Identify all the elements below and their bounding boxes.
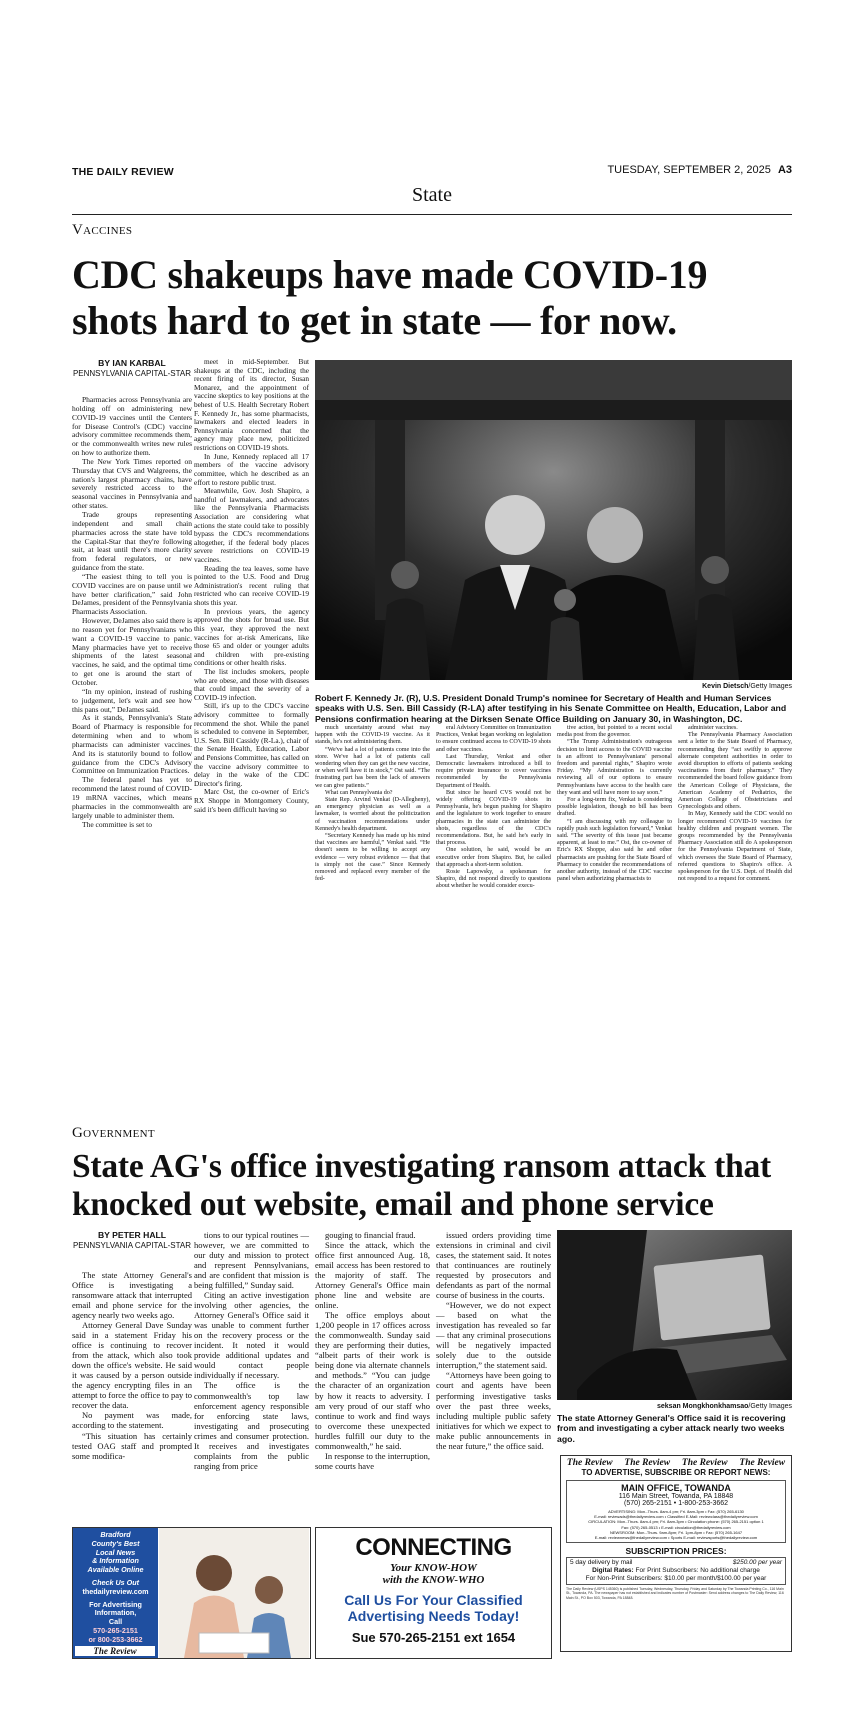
digital-rate-print: For Print Subscribers: No additional charge <box>635 1567 760 1575</box>
office-name: MAIN OFFICE, TOWANDA <box>621 1483 731 1493</box>
paragraph: tions to our typical routines — however, we are committed to our duty and mission to protect and represent Pennsylvanians, and are confident that mission is being fulfilled,” Sunday said. <box>194 1230 309 1291</box>
online-ad-line-2: County's Best <box>91 1538 140 1548</box>
paragraph: As it stands, Pennsylvania's State Board of Pharmacy is responsible for determining when and to whom pharmacists can administer vaccines. And its is statutorily bound to follow guidance from the CDC's Advisory Committee on Immunization Practices. <box>72 713 192 776</box>
paragraph: Marc Ost, the co-owner of Eric's RX Shoppe in Montgomery County, said it's been difficult having so <box>194 787 309 814</box>
mail-rate-price: $250.00 per year <box>732 1559 782 1567</box>
paragraph: much uncertainty around what may happen with the COVID-19 vaccine. As it stands, he's not administering them. <box>315 725 430 746</box>
circulation-hours: CIRCULATION: Mon.-Thurs. 8am-4 pm; Fri. 8am-3pm • Circulation phone: (570) 265-2151 option 1 <box>588 1519 764 1525</box>
classified-ad-phone: Sue 570-265-2151 ext 1654 <box>351 1630 516 1645</box>
classified-ad-title: CONNECTING <box>355 1534 512 1561</box>
mail-rate-label: 5 day delivery by mail <box>570 1559 633 1567</box>
paragraph: issued orders providing time extensions in criminal and civil cases, the statement said. It notes that continuances are routinely requested by prosecutors and defendants as part of the normal course of business in the courts. <box>436 1230 551 1301</box>
story1-kicker: Vaccines <box>72 222 133 238</box>
online-ad-line-3: Local News <box>95 1547 136 1557</box>
section-title: State <box>412 184 452 206</box>
classified-ad-call-2: Advertising Needs Today! <box>347 1608 520 1624</box>
paragraph: Since the attack, which the office first announced Aug. 18, email access has been restored to the majority of staff. The Attorney General's Office main phone line and website are online. <box>315 1240 430 1311</box>
hacker-laptop-illustration <box>557 1230 792 1400</box>
classified-ad-tag-1: Your KNOW-HOW <box>390 1562 477 1574</box>
online-ad-phone-1: 570-265-2151 <box>93 1625 138 1635</box>
paragraph: “The easiest thing to tell you is COVID vaccines are on pause until we have better clarification,” said John DeJames, president of the Pennsylvania Pharmacists Association. <box>72 571 192 617</box>
paragraph: “The Trump Administration's outrageous decision to limit access to the COVID vaccine is an affront to Pennsylvanians' personal freedom and parental rights,” Shapiro wrote Friday. “My Administration is currently reviewing all of our options to ensure Pennsylvanians have access to the health care they want and will have more to say soon.” <box>557 739 672 796</box>
paragraph: What can Pennsylvania do? <box>325 789 393 796</box>
story1-byline-block <box>72 358 192 379</box>
advertising-hours: ADVERTISING: Mon.-Thurs. 8am-4 pm; Fri. 8am-3pm • Fax: (570) 265-6130 <box>608 1509 744 1514</box>
paragraph: “In my opinion, instead of rushing to judgement, let's wait and see how this pans out,” DeJames said. <box>72 686 192 714</box>
online-ad-line-1: Bradford <box>100 1530 131 1539</box>
office-phone: (570) 265-2151 • 1-800-253-3662 <box>623 1500 729 1507</box>
paragraph: The committee is set to <box>82 819 152 829</box>
paragraph: State Rep. Arvind Venkat (D-Allegheny), an emergency physician as well as a lawmaker, is worried about the politicization of vaccination recommendations under Kennedy's health department. <box>315 797 430 832</box>
story1-byline-org: PENNSYLVANIA CAPITAL-STAR <box>72 369 192 378</box>
paragraph: Citing an active investigation involving other agencies, the Attorney General's Office said it was unable to comment further on the recovery process or the incident. It noted it would provide additional updates and would contact people individually if necessary. <box>194 1290 309 1381</box>
story2-byline-org: PENNSYLVANIA CAPITAL-STAR <box>72 1241 192 1250</box>
paragraph: The list includes smokers, people who are obese, and those with diseases that could impact the severity of a COVID-19 infection. <box>194 666 309 702</box>
paper-name: THE DAILY REVIEW <box>72 166 174 178</box>
paragraph: meet in mid-September. But shakeups at the CDC, including the recent firing of its director, Susan Monarez, and the appointment of vaccine skeptics to key positions at the behest of U.S. Health Secretary Robert F. Kennedy Jr., has some pharmacists, lawmakers and elected leaders in Pennsylvania concerned that the agency may place new, politicized restrictions on COVID-19 shots. <box>194 357 309 453</box>
department-contacts <box>569 1509 783 1540</box>
paragraph: administer vaccines. <box>688 725 738 731</box>
classified-ad-call-1: Call Us For Your Classified <box>344 1592 523 1608</box>
paragraph: Trade groups representing independent and small chain pharmacies across the state have told the Capital-Star that they're following suit, at least until there's more clarity from federal regulators, or new guidance from the state. <box>72 509 192 573</box>
hearing-photo-illustration <box>315 360 792 680</box>
info-box-brand-1: The Review <box>566 1458 613 1468</box>
paragraph: The state Attorney General's Office is investigating a ransomware attack that interrupted email and phone service for the agency nearly two weeks ago. <box>72 1270 192 1321</box>
story2-photo <box>557 1230 792 1400</box>
story1-photo-credit <box>315 683 792 690</box>
info-box-brand-2: The Review <box>624 1458 671 1468</box>
paragraph: gouging to financial fraud. <box>325 1230 416 1240</box>
info-box-title: TO ADVERTISE, SUBSCRIBE OR REPORT NEWS: <box>581 1468 771 1477</box>
digital-rate-nonprint: For Non-Print Subscribers: $10.00 per month/$100.00 per year <box>585 1575 767 1583</box>
story2-agency: /Getty Images <box>748 1403 792 1410</box>
story2-caption: The state Attorney General's Office said it is recovering from and investigating a cyber attack nearly two weeks ago. <box>557 1413 786 1444</box>
newsroom-email: E-mail: reviewnews@thedailyreview.com • Sports E-mail: reviewsports@thedailyreview.com <box>594 1535 758 1541</box>
online-ad-line-4: & Information <box>92 1556 139 1566</box>
story1-column-2 <box>194 358 309 813</box>
digital-rate-row <box>570 1567 782 1575</box>
story1-headline: CDC shakeups have made COVID-19 shots hard to get in state — for now. <box>72 252 708 343</box>
online-ad-adv-2: Information, <box>94 1608 137 1618</box>
contact-info-box <box>560 1455 792 1652</box>
online-ad-adv-1: For Advertising <box>89 1599 142 1609</box>
paragraph: “I am discussing with my colleague to rapidly push such legislation forward,” Venkat said. “The severity of this issue just became apparent, at least to me.” Ost, the co-owner of Eric's RX Shoppe, also said he and other pharmacists are pushing for the State Board of Pharmacy to consider the recommendations of another authority, instead of the CDC vaccine panel when authorizing pharmacists to <box>557 818 672 883</box>
story1-agency: /Getty Images <box>748 683 792 690</box>
online-ad-site[interactable]: thedailyreview.com <box>82 1586 149 1596</box>
online-ad-brand: The Review <box>75 1646 155 1656</box>
story2-column-4 <box>436 1230 551 1470</box>
paragraph: The New York Times reported on Thursday that CVS and Walgreens, the nation's largest pharmacy chains, have severely restricted access to the seasonal vaccines in Pennsylvania and other states. <box>72 456 192 511</box>
office-address: 116 Main Street, Towanda, PA 18848 <box>618 1493 734 1500</box>
paragraph: For a long-term fix, Venkat is considering possible legislation, though no bill has been drafted. <box>557 797 672 818</box>
paragraph: But since he heard CVS would not be widely offering COVID-19 shots in Pennsylvania, he's begun pushing for Shapiro and the legislature to work together to ensure pharmacies in the state can administer the shots, regardless of the CDC's recommendations. But, he said he's early in that process. <box>436 789 551 847</box>
subscription-title: SUBSCRIPTION PRICES: <box>625 1546 727 1557</box>
story2-column-2 <box>194 1230 309 1470</box>
paragraph: “However, we do not expect — based on what the investigation has revealed so far — that any criminal prosecutions will be negatively impacted solely due to the outside interruption,” the statement said. <box>436 1300 551 1371</box>
paragraph: “We've had a lot of patients come into the store. We've had a lot of patients call wondering when they can get the new vaccine, or when we'll have it in stock,” Ost said. “The frustrating part has been the lack of answers we can give patients.” <box>315 746 430 789</box>
circulation-fax: Fax: (570) 265-0513 • E-mail: circulation@thedailyreview.com <box>621 1524 731 1530</box>
advertising-email: E-mail: reviewads@thedailyreview.com • Classified E-Mail: reviewclass@thedailyreview.com <box>594 1514 758 1520</box>
story1-photo <box>315 360 792 680</box>
online-ad[interactable] <box>72 1527 311 1659</box>
paragraph: Pharmacies across Pennsylvania are holding off on administering new COVID-19 vaccines until the Centers for Disease Control's (CDC) vaccine advisory committee recommends them, or the commonwealth writes new rules on how to authorize them. <box>72 395 192 458</box>
story1-photographer: Kevin Dietsch <box>702 683 749 690</box>
office-panel <box>566 1480 786 1543</box>
paragraph: In June, Kennedy replaced all 17 members of the vaccine advisory committee, which he described as an effort to restore public trust. <box>194 451 309 487</box>
paragraph: In previous years, the agency approved the shots for broad use. But this year, they approved the next vaccines for at-risk Americans, like those 65 and older or younger adults and children with pre-existing conditions or other health risks. <box>194 606 309 668</box>
masthead-rule <box>72 214 792 215</box>
paragraph: However, DeJames also said there is no reason yet for Pennsylvanians who want a COVID-19 vaccine to panic. Many pharmacies have yet to receive shipments of the latest seasonal vaccines, he said, and the optimal time to get one is around the start of October. <box>72 616 192 687</box>
paragraph: The federal panel has yet to recommend the latest round of COVID-19 mRNA vaccines, which means pharmacies in the commonwealth are largely unable to administer them. <box>72 775 192 820</box>
classified-ad-tag-2: with the KNOW-WHO <box>382 1574 485 1586</box>
story2-column-1 <box>72 1270 192 1470</box>
paragraph: The office is the commonwealth's top law enforcement agency responsible for enforcing state laws, investigating and prosecuting crimes and consumer protection. It receives and investigates complaints from the public ranging from price <box>194 1380 309 1471</box>
paragraph: The office employs about 1,200 people in 17 offices across the commonwealth. Sunday said they are performing their duties, “albeit parts of their work is being done via alternate channels and methods.” “You can judge the character of an organization by how it reacts to adversity. I am very proud of our staff who continue to work and find ways to overcome these unexpected hurdles fulfill our duty to the commonwealth,” he said. <box>315 1310 430 1451</box>
story1-column-6 <box>678 725 792 883</box>
paragraph: The Pennsylvania Pharmacy Association sent a letter to the State Board of Pharmacy, recommending they “act swiftly to approve alternate competent authorities in order to avoid disruption to efforts of patients seeking vaccinations from their pharmacy.” They recommended the board follow guidance from the American College of Physicians, the American Academy of Pediatrics, the American College of Obstetricians and Gynecologists and others. <box>678 732 792 811</box>
online-ad-adv-3: Call <box>108 1617 123 1627</box>
paragraph: Attorney General Dave Sunday said in a statement Friday his office is continuing to recover from the attack, which also took down the office's website. He said it was caused by a person outside the agency encrypting files in an attempt to force the office to pay to recover the data. <box>72 1320 192 1411</box>
story1-caption: Robert F. Kennedy Jr. (R), U.S. President Donald Trump's nominee for Secretary of Health and Human Services speaks with U.S. Sen. Bill Cassidy (R-LA) after testifying in his Senate Committee on Health, Education, Labor and Pensions confirmation hearing at the Dirksen Senate Office Building on January 30, in Washington, DC. <box>315 693 787 724</box>
online-ad-panel <box>73 1528 158 1659</box>
paragraph: “Attorneys have been going to court and agents have been performing investigative tasks over the past three weeks, including multiple public safety initiatives for which we expect to make public announcements in the near future,” the office said. <box>436 1370 551 1451</box>
story1-column-4 <box>436 725 551 890</box>
paragraph: In May, Kennedy said the CDC would no longer recommend COVID-19 vaccines for healthy children and pregnant women. The groups recommended by the Pennsylvania Pharmacy Association still do A spokesperson for the Pennsylvania Department of State, which oversees the State Board of Pharmacy, referred questions to Shapiro's office. A spokesperson for the U.S. Dept. of Health did not respond to a request for comment. <box>678 811 792 883</box>
paragraph: Reading the tea leaves, some have pointed to the U.S. Food and Drug Administration's recent ruling that restricted who can receive COVID-19 shots this year. <box>194 563 309 608</box>
story1-column-1 <box>72 396 192 846</box>
online-ad-line-5: Available Online <box>87 1565 144 1575</box>
story2-byline-block <box>72 1230 192 1251</box>
issue-date <box>607 164 792 176</box>
info-box-brands <box>561 1456 791 1468</box>
classified-ad[interactable] <box>315 1527 552 1659</box>
story2-photo-credit <box>557 1403 792 1410</box>
story1-column-3 <box>315 725 430 883</box>
story1-column-5 <box>557 725 672 883</box>
digital-rate-label: Digital Rates: <box>592 1567 634 1575</box>
subscription-panel <box>566 1557 786 1585</box>
newsroom-hours: NEWSROOM: Mon.-Thurs. 9am-8pm; Fri. 1pm-8pm • Fax: (570) 265-1647 <box>609 1529 743 1535</box>
paragraph: “Secretary Kennedy has made up his mind that vaccines are harmful,” Venkat said. “He doesn't seem to be willing to accept any evidence — very robust evidence — that that is simply not the case.” Since Kennedy removed and replaced every member of the fed- <box>315 833 430 883</box>
paragraph: No payment was made, according to the statement. <box>72 1410 192 1431</box>
paragraph: One solution, he said, would be an executive order from Shapiro. But, he called that approach a short-term solution. <box>436 847 551 868</box>
story1-byline: BY IAN KARBAL <box>98 358 166 368</box>
story2-photographer: seksan Mongkhonkhamsao <box>657 1403 749 1410</box>
paragraph: Still, it's up to the CDC's vaccine advisory committee to formally recommend the shot. While the panel is scheduled to convene in September, U.S. Sen. Bill Cassidy (R-La.), chair of the Senate Health, Education, Labor and Pensions Committee, has called on the vaccine advisory committee to delay in the wake of the CDC Director's firing. <box>194 701 309 788</box>
online-ad-phone-2: or 800-253-3662 <box>88 1634 143 1644</box>
mail-rate-row <box>570 1559 782 1567</box>
info-box-brand-3: The Review <box>681 1458 728 1468</box>
paragraph: eral Advisory Committee on Immunization Practices, Venkat began working on legislation to ensure continued access to COVID-19 shots and other vaccines. <box>436 725 551 753</box>
paragraph: tive action, but pointed to a recent social media post from the governor. <box>557 725 672 739</box>
family-reading-illustration <box>159 1528 309 1658</box>
paragraph: “This situation has certainly tested OAG staff and prompted some modifica- <box>72 1430 192 1461</box>
story2-column-3 <box>315 1230 430 1470</box>
date-text: TUESDAY, SEPTEMBER 2, 2025 <box>607 164 771 176</box>
story2-kicker: Government <box>72 1125 155 1141</box>
paragraph: In response to the interruption, some courts have <box>315 1450 430 1471</box>
story2-byline: BY PETER HALL <box>97 1230 167 1240</box>
info-box-brand-4: The Review <box>739 1458 786 1468</box>
online-ad-check: Check Us Out <box>91 1577 140 1587</box>
page-number: A3 <box>777 164 792 176</box>
publication-notice: The Daily Review (USPS 145360) is published Tuesday, Wednesday, Thursday, Friday and Saturday by The Towanda Printing Co., 116 Main St., Towanda, PA. The newspaper has not established and indicates number of Postmaster: Send address changes to The Daily Review, 116 Main St., PO Box 503, Towanda, PA 18848. <box>566 1587 784 1600</box>
paragraph: Rosie Lapowsky, a spokesman for Shapiro, did not respond directly to questions about whether he would consider execu- <box>436 869 551 890</box>
paragraph: Last Thursday, Venkat and other Democratic lawmakers introduced a bill to require private insurance to cover vaccines recommended by the Pennsylvania Department of Health. <box>436 753 551 789</box>
paragraph: Meanwhile, Gov. Josh Shapiro, a handful of lawmakers, and advocates like the Pennsylvania Pharmacists Association are considering what actions the state could take to possibly bypass the CDC's recommendations altogether, if the federal body places severe restrictions on COVID-19 vaccines. <box>194 486 309 565</box>
story2-headline: State AG's office investigating ransom attack that knocked out website, email and phone service <box>72 1148 772 1223</box>
